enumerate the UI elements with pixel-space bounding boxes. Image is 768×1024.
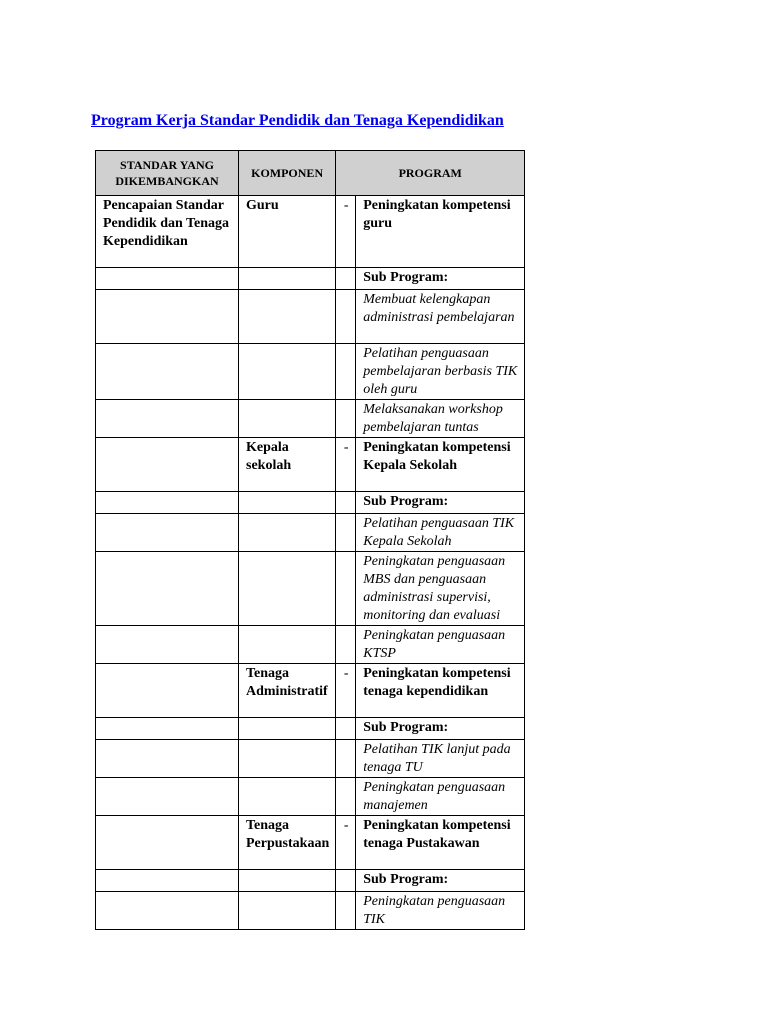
dash-marker-text bbox=[336, 552, 355, 553]
komponen-cell bbox=[239, 438, 336, 492]
komponen-cell bbox=[239, 664, 336, 718]
komponen-cell-text bbox=[239, 268, 335, 269]
komponen-cell bbox=[239, 400, 336, 438]
dash-marker bbox=[336, 552, 356, 626]
dash-marker bbox=[336, 718, 356, 740]
komponen-cell-text bbox=[239, 740, 335, 741]
dash-marker-text bbox=[336, 268, 355, 269]
program-cell bbox=[356, 816, 525, 870]
program-cell-text: Peningkatan kompetensi guru bbox=[363, 198, 511, 231]
standar-cell-text bbox=[96, 514, 238, 515]
komponen-cell-text: Guru bbox=[246, 198, 279, 213]
program-cell-text: Sub Program: bbox=[363, 720, 449, 735]
standar-cell-text bbox=[96, 816, 238, 817]
dash-marker bbox=[336, 344, 356, 400]
komponen-cell-text bbox=[239, 290, 335, 291]
table-row bbox=[96, 196, 525, 268]
table-row bbox=[96, 664, 525, 718]
standar-cell bbox=[96, 664, 239, 718]
komponen-cell-text bbox=[239, 626, 335, 627]
komponen-cell-text: Tenaga Administratif bbox=[246, 666, 328, 699]
standar-cell bbox=[96, 492, 239, 514]
program-cell bbox=[356, 344, 525, 400]
standar-cell-text bbox=[96, 492, 238, 493]
standar-cell-text bbox=[96, 778, 238, 779]
komponen-cell bbox=[239, 290, 336, 344]
program-cell-text: Pelatihan penguasaan TIK Kepala Sekolah bbox=[363, 516, 515, 549]
komponen-cell-text bbox=[239, 552, 335, 553]
table-header-row bbox=[96, 151, 525, 196]
standar-cell-text bbox=[96, 344, 238, 345]
dash-marker bbox=[336, 438, 356, 492]
program-cell bbox=[356, 196, 525, 268]
program-cell-text: Peningkatan kompetensi tenaga Pustakawan bbox=[363, 818, 511, 851]
program-cell bbox=[356, 438, 525, 492]
standar-cell bbox=[96, 552, 239, 626]
standar-cell bbox=[96, 816, 239, 870]
komponen-cell bbox=[239, 196, 336, 268]
program-cell bbox=[356, 492, 525, 514]
standar-cell bbox=[96, 892, 239, 930]
table-row bbox=[96, 740, 525, 778]
standar-cell bbox=[96, 626, 239, 664]
komponen-cell-text bbox=[239, 492, 335, 493]
standar-cell-text bbox=[96, 552, 238, 553]
dash-marker-text: - bbox=[343, 666, 349, 681]
komponen-cell bbox=[239, 492, 336, 514]
dash-marker-text bbox=[336, 718, 355, 719]
program-cell-text: Peningkatan penguasaan TIK bbox=[363, 894, 506, 927]
dash-marker-text bbox=[336, 778, 355, 779]
dash-marker-text bbox=[336, 740, 355, 741]
komponen-cell-text bbox=[239, 514, 335, 515]
standar-cell bbox=[96, 740, 239, 778]
standar-cell bbox=[96, 400, 239, 438]
komponen-cell-text bbox=[239, 400, 335, 401]
program-cell bbox=[356, 268, 525, 290]
standar-cell bbox=[96, 344, 239, 400]
standar-cell bbox=[96, 514, 239, 552]
dash-marker-text: - bbox=[343, 818, 349, 833]
dash-marker bbox=[336, 196, 356, 268]
program-cell-text: Sub Program: bbox=[363, 494, 449, 509]
dash-marker bbox=[336, 492, 356, 514]
standar-cell-text bbox=[96, 268, 238, 269]
dash-marker bbox=[336, 400, 356, 438]
table-row bbox=[96, 344, 525, 400]
standar-cell bbox=[96, 196, 239, 268]
komponen-cell bbox=[239, 552, 336, 626]
table-row bbox=[96, 552, 525, 626]
dash-marker bbox=[336, 778, 356, 816]
table-body bbox=[96, 196, 525, 930]
dash-marker bbox=[336, 268, 356, 290]
program-cell bbox=[356, 290, 525, 344]
komponen-cell-text bbox=[239, 344, 335, 345]
standar-cell-text bbox=[96, 740, 238, 741]
dash-marker-text bbox=[336, 492, 355, 493]
dash-marker bbox=[336, 870, 356, 892]
table-row bbox=[96, 492, 525, 514]
dash-marker bbox=[336, 664, 356, 718]
program-cell bbox=[356, 778, 525, 816]
standar-cell bbox=[96, 290, 239, 344]
standar-cell-text bbox=[96, 718, 238, 719]
program-cell-text: Peningkatan penguasaan MBS dan penguasaan administrasi supervisi, monitoring dan evaluasi bbox=[363, 554, 506, 623]
komponen-cell-text: Tenaga Perpustakaan bbox=[246, 818, 330, 851]
header-standar: STANDAR YANG DIKEMBANGKAN bbox=[96, 151, 239, 196]
dash-marker bbox=[336, 514, 356, 552]
standar-cell-text bbox=[96, 626, 238, 627]
dash-marker bbox=[336, 290, 356, 344]
komponen-cell-text bbox=[239, 892, 335, 893]
table-row bbox=[96, 718, 525, 740]
dash-marker bbox=[336, 816, 356, 870]
komponen-cell bbox=[239, 718, 336, 740]
komponen-cell-text bbox=[239, 870, 335, 871]
program-cell-text: Peningkatan penguasaan KTSP bbox=[363, 628, 506, 661]
dash-marker-text: - bbox=[343, 198, 349, 213]
standar-cell bbox=[96, 268, 239, 290]
program-cell-text: Melaksanakan workshop pembelajaran tuntas bbox=[363, 402, 503, 435]
standar-cell-text bbox=[96, 892, 238, 893]
table-row bbox=[96, 892, 525, 930]
dash-marker-text bbox=[336, 400, 355, 401]
header-program: PROGRAM bbox=[336, 151, 525, 196]
dash-marker bbox=[336, 626, 356, 664]
program-cell bbox=[356, 740, 525, 778]
dash-marker-text: - bbox=[343, 440, 349, 455]
program-table bbox=[95, 150, 525, 930]
standar-cell bbox=[96, 718, 239, 740]
komponen-cell bbox=[239, 514, 336, 552]
program-cell-text: Pelatihan penguasaan pembelajaran berbasis TIK oleh guru bbox=[363, 346, 518, 397]
komponen-cell-text: Kepala sekolah bbox=[246, 440, 292, 473]
program-cell bbox=[356, 870, 525, 892]
dash-marker bbox=[336, 740, 356, 778]
komponen-cell bbox=[239, 816, 336, 870]
komponen-cell bbox=[239, 778, 336, 816]
standar-cell-text bbox=[96, 664, 238, 665]
dash-marker-text bbox=[336, 514, 355, 515]
komponen-cell bbox=[239, 740, 336, 778]
program-cell bbox=[356, 626, 525, 664]
program-cell bbox=[356, 892, 525, 930]
table-row bbox=[96, 514, 525, 552]
program-cell-text: Peningkatan kompetensi tenaga kependidikan bbox=[363, 666, 511, 699]
program-cell bbox=[356, 514, 525, 552]
dash-marker-text bbox=[336, 344, 355, 345]
program-cell-text: Sub Program: bbox=[363, 270, 449, 285]
standar-cell bbox=[96, 870, 239, 892]
program-cell-text: Sub Program: bbox=[363, 872, 449, 887]
program-cell bbox=[356, 664, 525, 718]
komponen-cell bbox=[239, 870, 336, 892]
table-row bbox=[96, 290, 525, 344]
komponen-cell bbox=[239, 892, 336, 930]
standar-cell bbox=[96, 778, 239, 816]
standar-cell-text: Pencapaian Standar Pendidik dan Tenaga Kependidikan bbox=[103, 198, 230, 249]
table-row bbox=[96, 816, 525, 870]
table-row bbox=[96, 778, 525, 816]
dash-marker-text bbox=[336, 892, 355, 893]
table-row bbox=[96, 400, 525, 438]
standar-cell-text bbox=[96, 400, 238, 401]
page-title[interactable]: Program Kerja Standar Pendidik dan Tenaga Kependidikan bbox=[91, 112, 504, 129]
program-cell-text: Peningkatan penguasaan manajemen bbox=[363, 780, 506, 813]
program-cell bbox=[356, 552, 525, 626]
program-cell bbox=[356, 400, 525, 438]
table-row bbox=[96, 268, 525, 290]
dash-marker-text bbox=[336, 626, 355, 627]
table-row bbox=[96, 870, 525, 892]
komponen-cell bbox=[239, 268, 336, 290]
program-cell-text: Membuat kelengkapan administrasi pembelajaran bbox=[363, 292, 515, 325]
dash-marker-text bbox=[336, 870, 355, 871]
table-row bbox=[96, 438, 525, 492]
standar-cell-text bbox=[96, 290, 238, 291]
table-row bbox=[96, 626, 525, 664]
komponen-cell-text bbox=[239, 718, 335, 719]
standar-cell bbox=[96, 438, 239, 492]
program-cell-text: Peningkatan kompetensi Kepala Sekolah bbox=[363, 440, 511, 473]
program-cell-text: Pelatihan TIK lanjut pada tenaga TU bbox=[363, 742, 511, 775]
dash-marker bbox=[336, 892, 356, 930]
komponen-cell bbox=[239, 626, 336, 664]
program-cell bbox=[356, 718, 525, 740]
header-komponen: KOMPONEN bbox=[239, 151, 336, 196]
standar-cell-text bbox=[96, 870, 238, 871]
komponen-cell bbox=[239, 344, 336, 400]
dash-marker-text bbox=[336, 290, 355, 291]
standar-cell-text bbox=[96, 438, 238, 439]
komponen-cell-text bbox=[239, 778, 335, 779]
